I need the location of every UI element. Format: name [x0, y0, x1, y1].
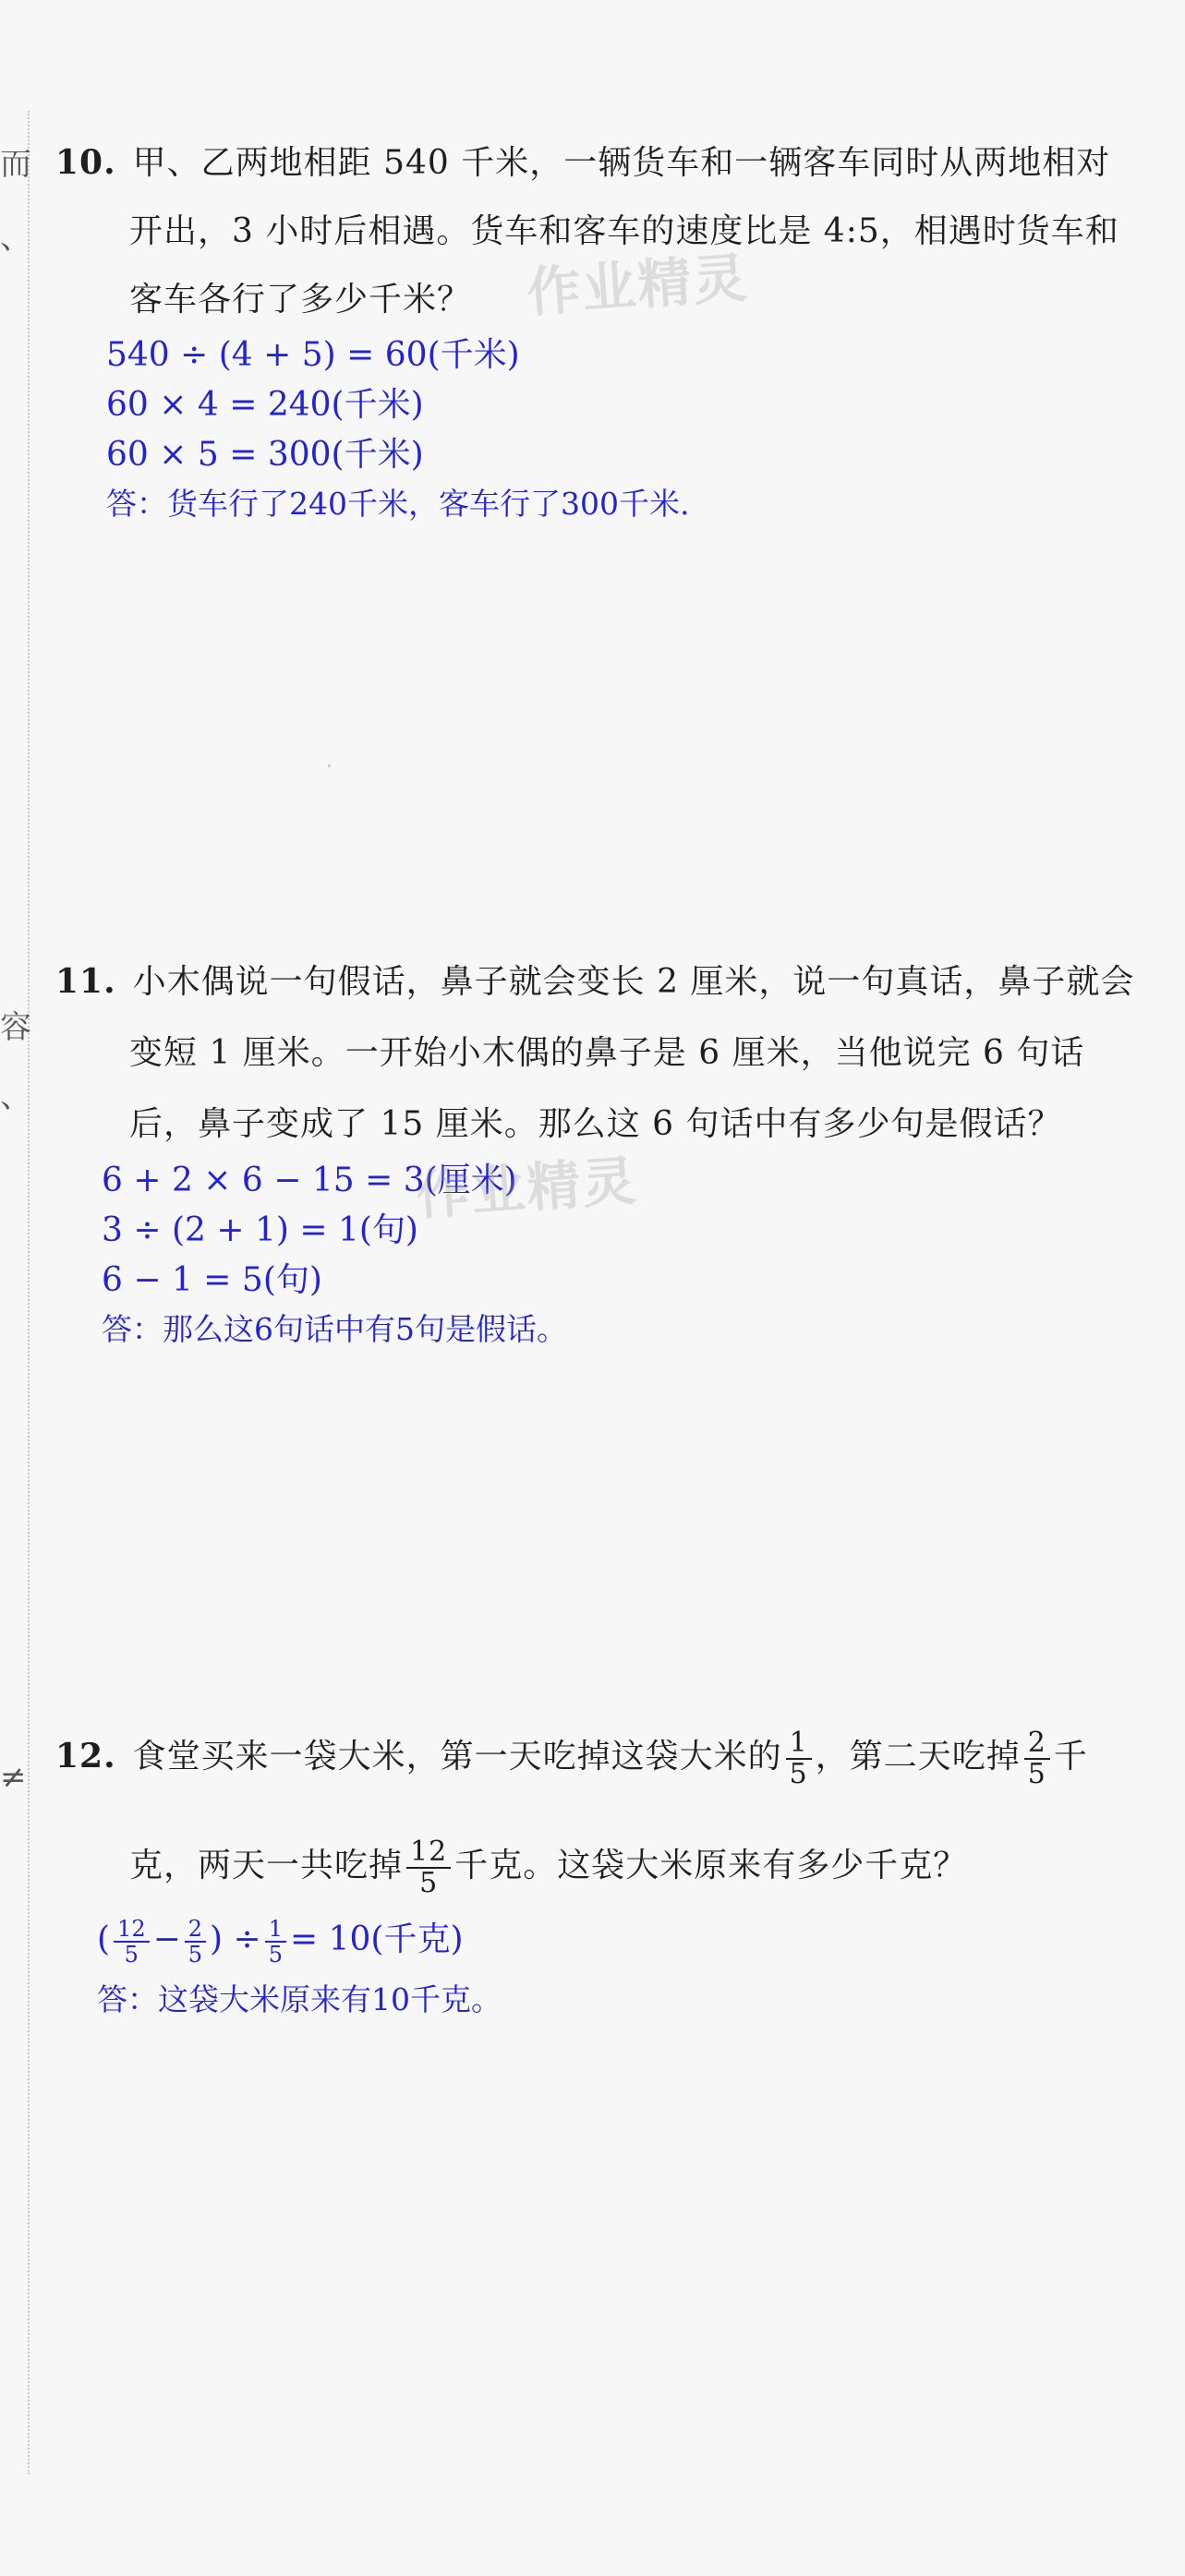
- question-text: 千: [1053, 1738, 1088, 1776]
- speck: [328, 764, 331, 767]
- question-number: 12.: [55, 1737, 116, 1776]
- question-text: 甲、乙两地相距 540 千米，一辆货车和一辆客车同时从两地相对: [132, 144, 1111, 182]
- fraction: $\frac{12}{5}$: [114, 1917, 150, 1967]
- answer-line: 6 + 2 × 6 − 15 = 3(厘米): [102, 1162, 517, 1199]
- paren: (: [97, 1920, 111, 1958]
- question-text: 开出，3 小时后相遇。货车和客车的速度比是 4:5，相遇时货车和: [129, 212, 1119, 250]
- watermark: 作业精灵: [414, 1149, 640, 1228]
- answer-line: 540 ÷ (4 + 5) = 60(千米): [106, 336, 520, 374]
- operator: −: [152, 1920, 181, 1958]
- question-text: 变短 1 厘米。一开始小木偶的鼻子是 6 厘米，当他说完 6 句话: [129, 1034, 1085, 1072]
- fraction-one-fifth: $\frac{1}{5}$: [786, 1728, 812, 1789]
- question-number: 10.: [55, 143, 116, 182]
- question-text: 客车各行了多少千米？: [129, 281, 472, 319]
- edge-char: 容: [0, 1009, 31, 1046]
- answer-line: 60 × 5 = 300(千米): [106, 436, 424, 474]
- answer-line: [97, 1913, 464, 1967]
- question-text: 克，两天一共吃掉: [129, 1847, 404, 1884]
- edge-char: 、: [0, 220, 31, 257]
- question-text: 千克。这袋大米原来有多少千克？: [454, 1847, 968, 1884]
- question-line: [55, 956, 1134, 1003]
- question-line: [129, 1837, 967, 1898]
- binding-margin-line: [28, 111, 30, 2474]
- fraction: $\frac{1}{5}$: [265, 1917, 286, 1967]
- edge-char: ≠: [0, 1759, 27, 1796]
- question-number: 11.: [55, 962, 116, 1001]
- result: = 10(千克): [289, 1920, 464, 1958]
- operator: ) ÷: [210, 1920, 261, 1958]
- question-text: 食堂买来一袋大米，第一天吃掉这袋大米的: [132, 1738, 782, 1776]
- edge-char: 而: [0, 146, 31, 183]
- question-line: [55, 1728, 1088, 1789]
- question-text: 后，鼻子变成了 15 厘米。那么这 6 句话中有多少句是假话？: [129, 1105, 1062, 1143]
- question-text: 小木偶说一句假话，鼻子就会变长 2 厘米，说一句真话，鼻子就会: [132, 963, 1135, 1001]
- fraction-two-fifths: $\frac{2}{5}$: [1024, 1728, 1050, 1789]
- answer-line: 60 × 4 = 240(千米): [106, 386, 424, 424]
- watermark: 作业精灵: [525, 246, 751, 325]
- answer-line: 3 ÷ (2 + 1) = 1(句): [102, 1211, 418, 1249]
- answer-statement: 答：这袋大米原来有10千克。: [97, 1981, 502, 2017]
- fraction-twelve-fifths: $\frac{12}{5}$: [406, 1837, 451, 1898]
- answer-statement: 答：货车行了240千米，客车行了300千米.: [106, 486, 690, 522]
- question-text: ，第二天吃掉: [815, 1738, 1021, 1776]
- edge-char: 、: [0, 1078, 31, 1115]
- fraction: $\frac{2}{5}$: [185, 1917, 206, 1967]
- question-line: [55, 137, 1110, 184]
- answer-line: 6 − 1 = 5(句): [102, 1261, 322, 1299]
- answer-statement: 答：那么这6句话中有5句是假话。: [102, 1311, 567, 1347]
